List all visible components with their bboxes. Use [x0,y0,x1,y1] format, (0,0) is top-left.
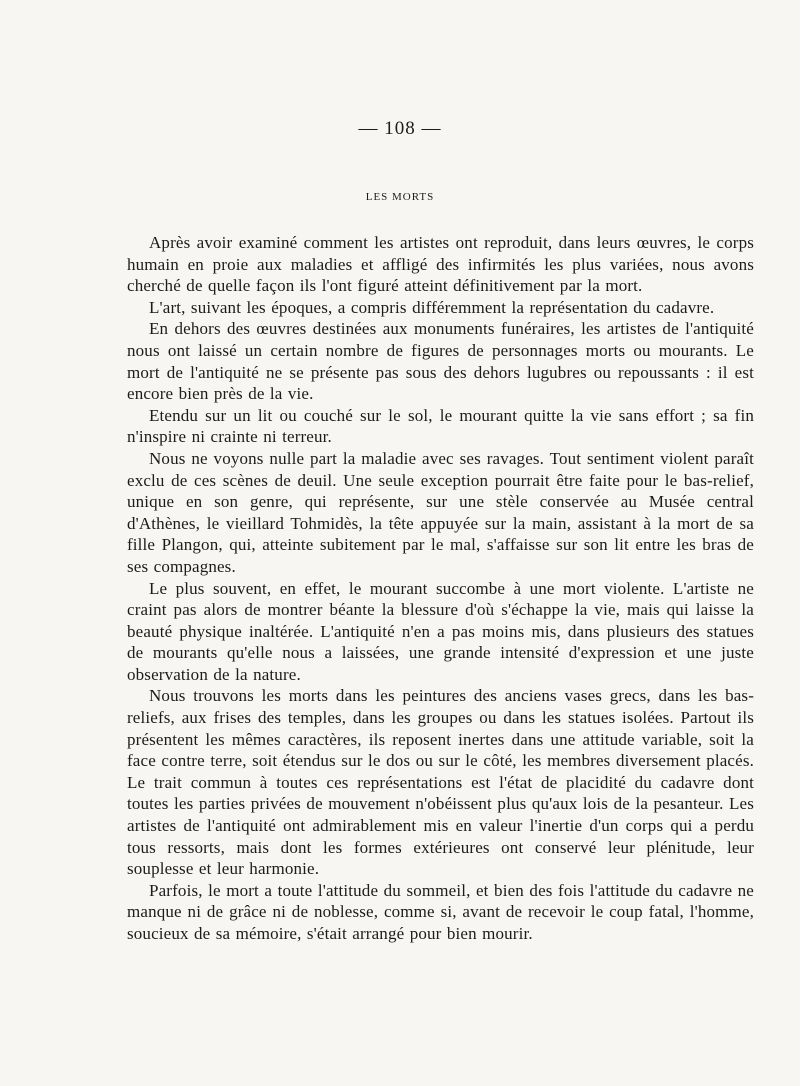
paragraph: Etendu sur un lit ou couché sur le sol, le mourant quitte la vie sans effort ; sa fin n'inspire ni crainte ni terreur. [127,405,754,447]
paragraph: En dehors des œuvres destinées aux monuments funéraires, les artistes de l'antiquité nous ont laissé un certain nombre de figures de personnages morts ou mourants. Le mort de l'antiquité ne se présente pas sous des dehors lugubres ou repoussants : il est encore bien près de la vie. [127,319,754,404]
section-heading: LES MORTS [365,191,435,203]
paragraph: L'art, suivant les époques, a compris différemment la représentation du cadavre. [149,297,715,317]
paragraph: Nous ne voyons nulle part la maladie avec ses ravages. Tout sentiment violent paraît exclu de ces scènes de deuil. Une seule exception pourrait être faite pour le bas-relief, unique en son genre, qui représente, sur une stèle conservée au Musée central d'Athènes, le vieillard Tohmidès, la tête appuyée sur la main, assistant à la mort de sa fille Plangon, qui, atteinte subitement par le mal, s'affaisse sur son lit entre les bras de ses compagnes. [127,448,754,576]
paragraph: Parfois, le mort a toute l'attitude du sommeil, et bien des fois l'attitude du cadavre ne manque ni de grâce ni de noblesse, comme si, avant de recevoir le coup fatal, l'homme, soucieux de sa mémoire, s'était arrangé pour bien mourir. [127,880,754,943]
paragraph: Le plus souvent, en effet, le mourant succombe à une mort violente. L'artiste ne craint pas alors de montrer béante la blessure d'où s'échappe la vie, mais qui laisse la beauté physique inaltérée. L'antiquité n'en a pas moins mis, dans plusieurs des statues de mourants qu'elle nous a laissées, une grande intensité d'expression et une juste observation de la nature. [127,578,754,684]
body-text [127,232,754,945]
page-number: — 108 — [358,118,442,139]
paragraph: Après avoir examiné comment les artistes ont reproduit, dans leurs œuvres, le corps humain en proie aux maladies et affligé des infirmités les plus variées, nous avons cherché de quelle façon ils l'ont figuré atteint définitivement par la mort. [127,233,754,296]
paragraph: Nous trouvons les morts dans les peintures des anciens vases grecs, dans les bas-reliefs, aux frises des temples, dans les groupes ou dans les statues isolées. Partout ils présentent les mêmes caractères, ils reposent inertes dans une attitude variable, soit la face contre terre, soit étendus sur le dos ou sur le côté, les membres diversement placés. Le trait commun à toutes ces représentations est l'état de placidité du cadavre dont toutes les parties privées de mouvement n'obéissent plus qu'aux lois de la pesanteur. Les artistes de l'antiquité ont admirablement mis en valeur l'inertie d'un corps qui a perdu tous ressorts, mais dont les formes extérieures ont conservé leur plénitude, leur souplesse et leur harmonie. [127,686,754,879]
